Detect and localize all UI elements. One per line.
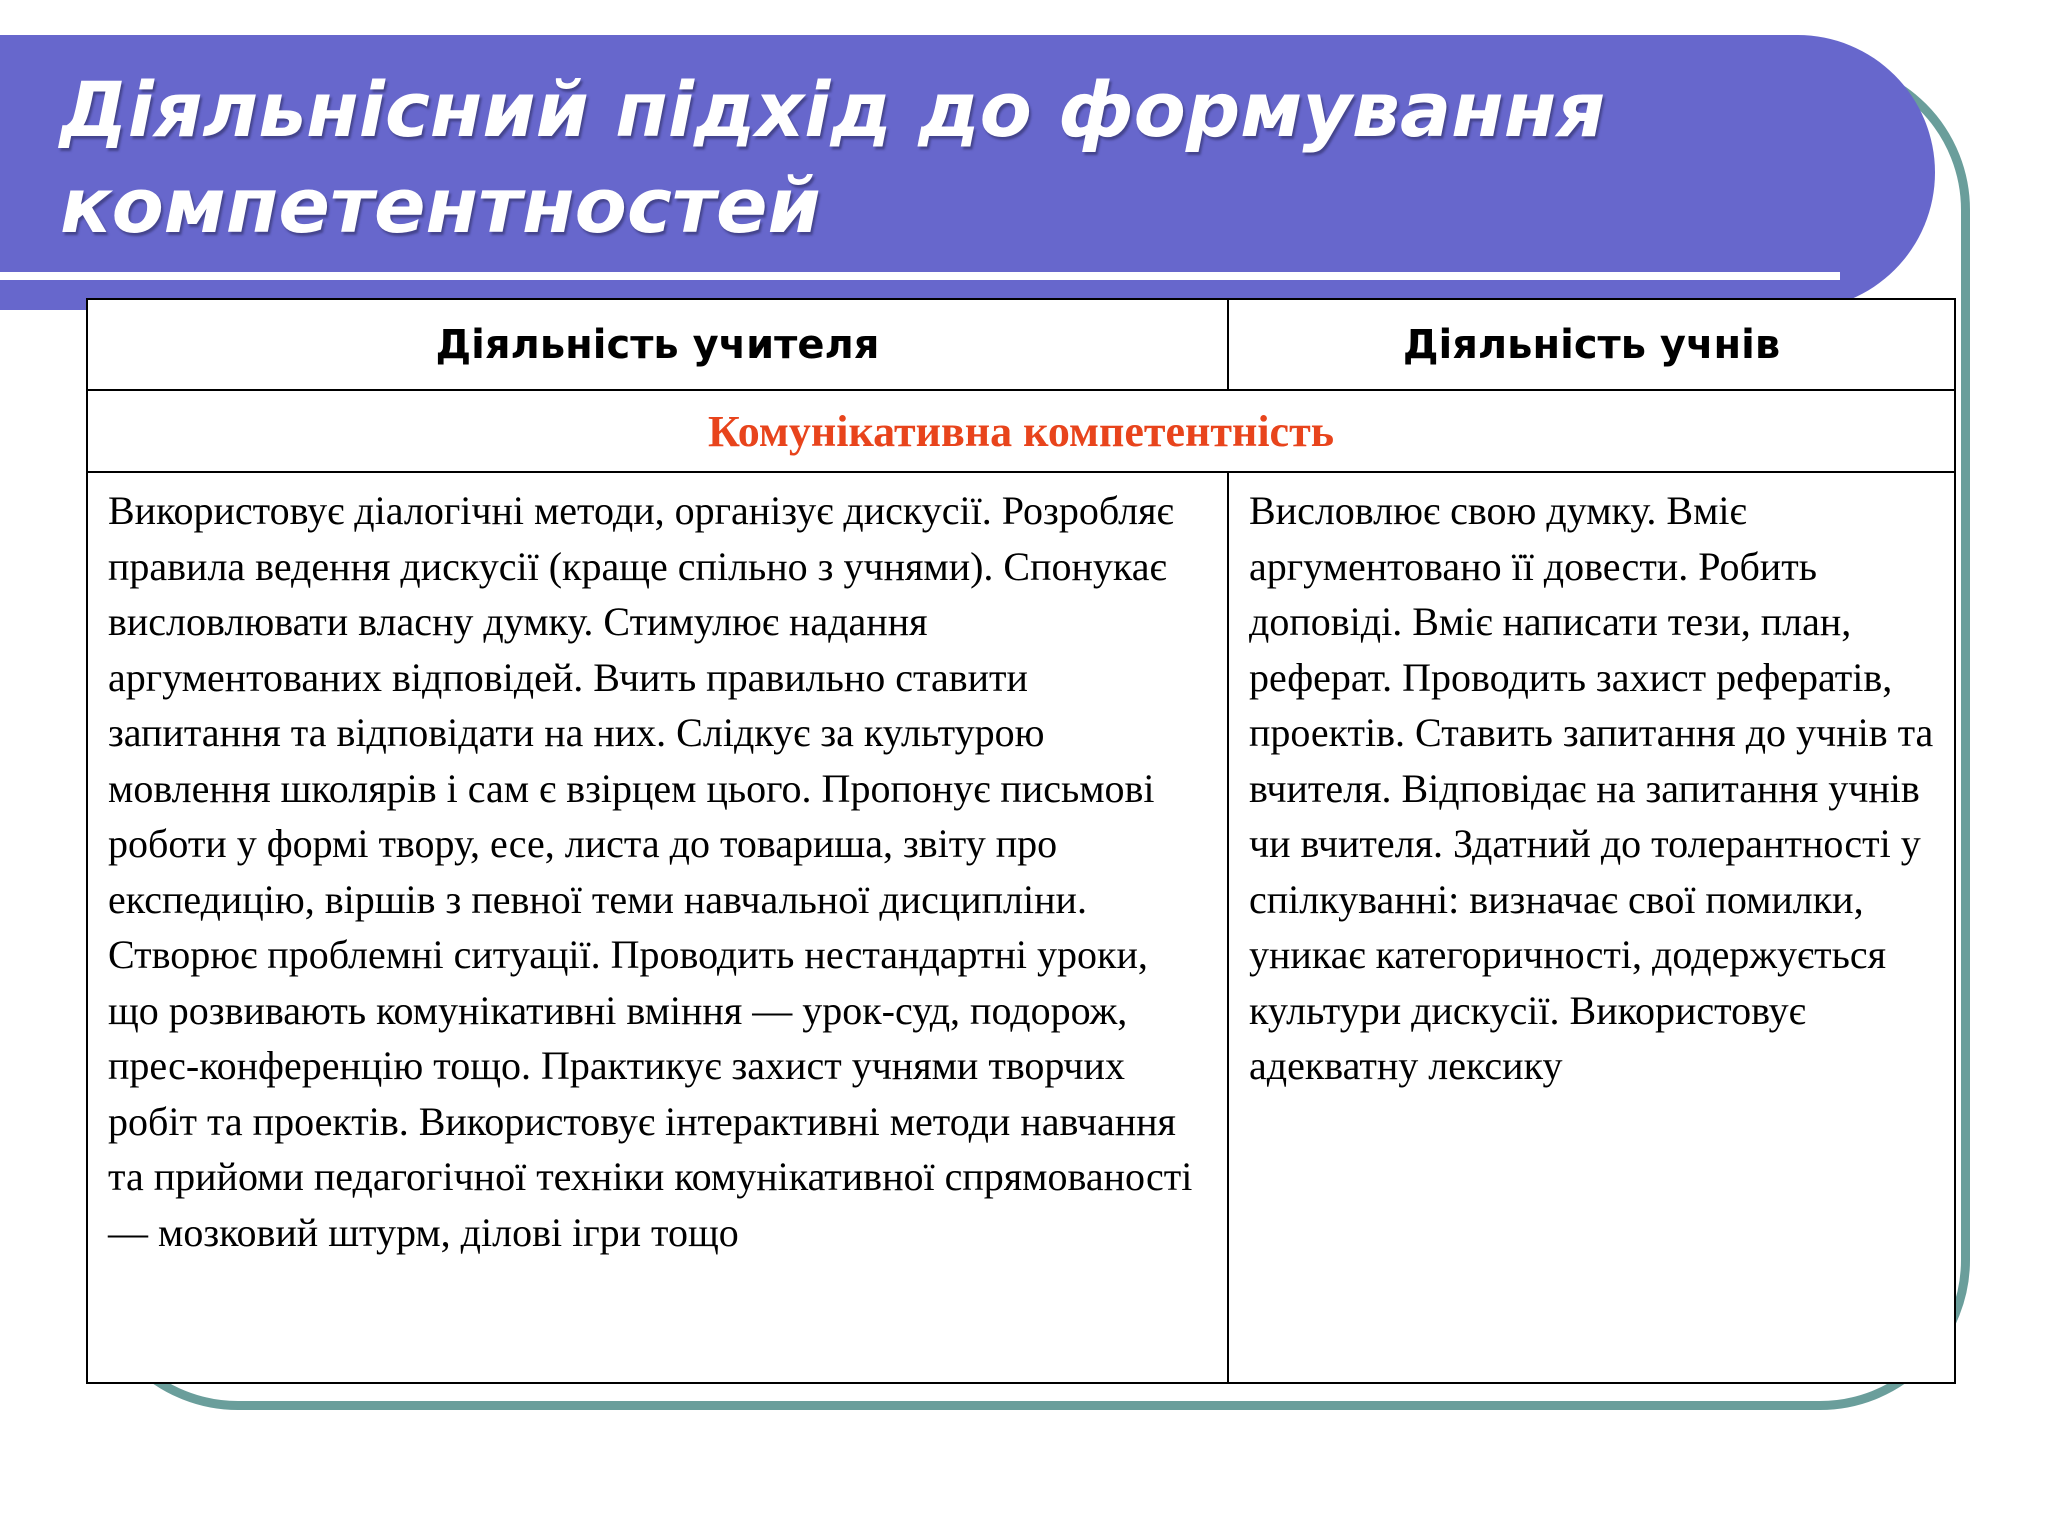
competence-table — [86, 298, 1956, 1384]
section-communicative-competence: Комунікативна компетентність — [88, 391, 1954, 473]
title-underline — [0, 272, 1840, 280]
student-activity-cell: Висловлює свою думку. Вміє аргументовано її довести. Робить доповіді. Вміє написати тези, план, реферат. Проводить захист рефератів, проектів. Ставить запитання до учнів та вчителя. Відповідає на запитання учнів чи вчителя. Здатний до толерантності у спілкуванні: визначає свої помилки, уникає категоричності, додержується культури дискусії. Використовує адекватну лексику — [1249, 488, 1934, 1088]
teacher-activity-cell: Використовує діалогічні методи, організує дискусії. Розробляє правила ведення дискусії (краще спільно з учнями). Спонукає висловлювати власну думку. Стимулює надання аргументованих відповідей. Вчить правильно ставити запитання та відповідати на них. Слідкує за культурою мовлення школярів і сам є взірцем цього. Пропонує письмові роботи у формі твору, есе, листа до товариша, звіту про експедицію, віршів з певної теми навчальної дисципліни. Створює проблемні ситуації. Проводить нестандартні уроки, що розвивають комунікативні вміння — урок-суд, подорож, прес-конференцію тощо. Практикує захист учнями творчих робіт та проектів. Використовує інтерактивні методи навчання та прийоми педагогічної техніки комунікативної спрямованості — мозковий штурм, ділові ігри тощо — [88, 473, 1229, 1382]
slide-title: Діяльнісний підхід до формування компетентностей — [60, 65, 1606, 250]
header-teacher-activity: Діяльність учителя — [88, 300, 1229, 391]
header-student-activity: Діяльність учнів — [1229, 300, 1954, 391]
